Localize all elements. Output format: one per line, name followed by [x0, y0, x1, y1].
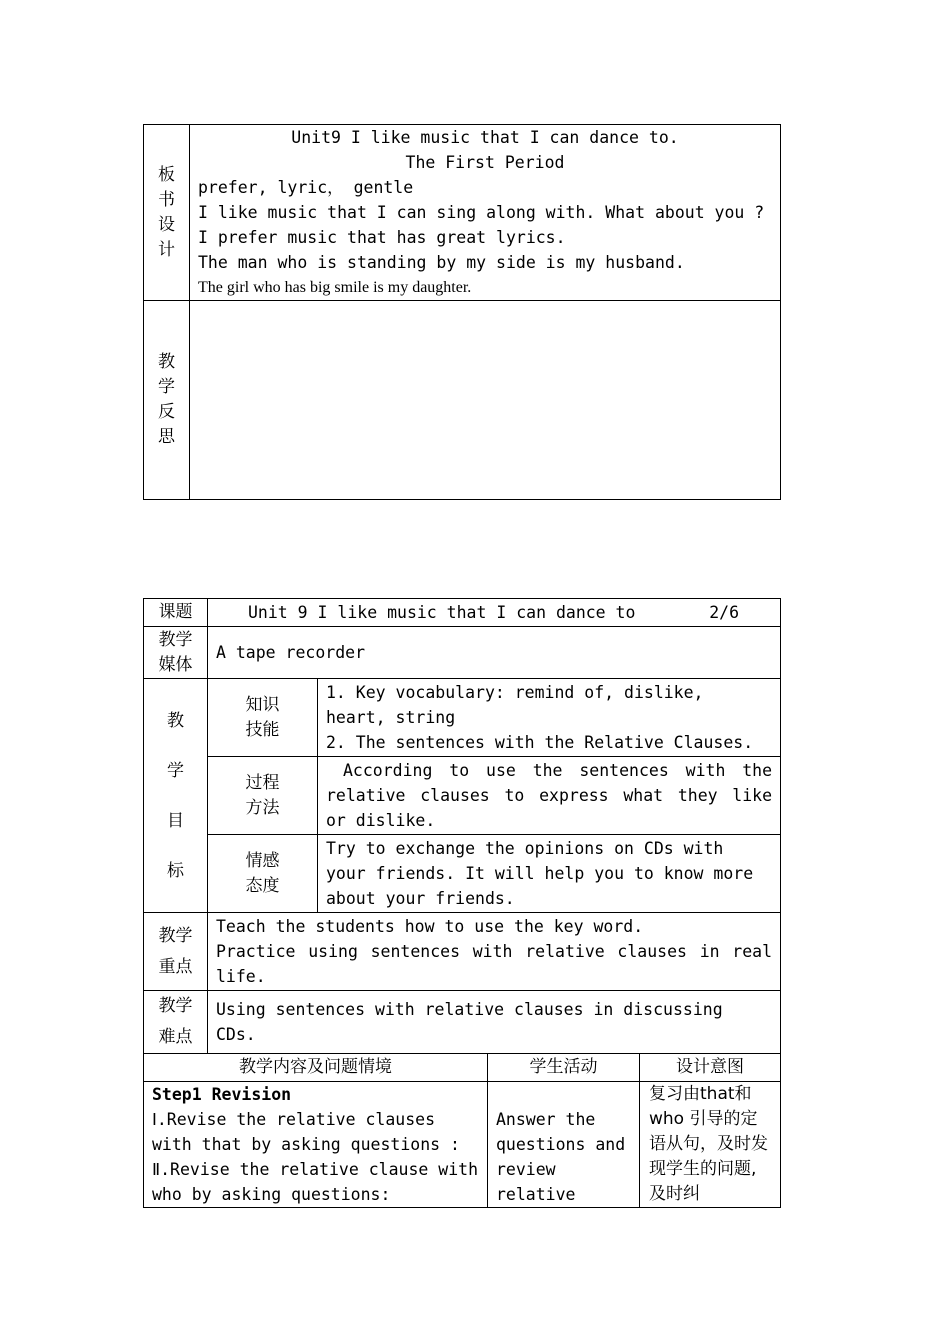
goal-attitude-label: 情感 态度	[208, 835, 318, 913]
goal-process-label: 过程 方法	[208, 757, 318, 835]
board-line: The girl who has big smile is my daughter.	[198, 279, 472, 296]
board-line: Unit9 I like music that I can dance to.	[291, 128, 679, 147]
media-value: A tape recorder	[208, 627, 781, 679]
difficult-points-content: Using sentences with relative clauses in discussing CDs.	[208, 991, 781, 1054]
step-line: Ⅰ.Revise the relative clauses with that by asking questions :	[152, 1110, 460, 1154]
key-points-label: 教学 重点	[144, 913, 208, 991]
goal-attitude-content: Try to exchange the opinions on CDs with your friends. It will help you to know more about your friends.	[318, 835, 781, 913]
board-line: I prefer music that has great lyrics.	[198, 228, 566, 247]
board-design-content	[190, 125, 781, 301]
header-content: 教学内容及问题情境	[144, 1054, 488, 1082]
step-content	[144, 1082, 488, 1208]
lesson-plan-table	[143, 598, 781, 1208]
step-design-intent: 复习由that和who 引导的定语从句，及时发现学生的问题,及时纠	[640, 1082, 781, 1208]
header-design-intent: 设计意图	[640, 1054, 781, 1082]
board-design-label: 板 书 设 计	[144, 125, 190, 301]
step-student-activity: Answer the questions and review relative	[488, 1082, 640, 1208]
topic-title: Unit 9 I like music that I can dance to	[248, 603, 636, 622]
goal-process-content: According to use the sentences with the relative clauses to express what they like or dislike.	[318, 757, 781, 835]
step-title: Step1 Revision	[152, 1085, 292, 1104]
reflection-content	[190, 301, 781, 500]
board-line: The First Period	[405, 153, 565, 172]
topic-period: 2/6	[709, 603, 740, 622]
goal-knowledge-content: 1. Key vocabulary: remind of, dislike, heart, string 2. The sentences with the Relative Clauses.	[318, 679, 781, 757]
goals-label: 教 学 目 标	[144, 679, 208, 913]
step-line: Ⅱ.Revise the relative clause with who by asking questions:	[152, 1160, 479, 1204]
board-design-table	[143, 124, 781, 500]
key-points-content: Teach the students how to use the key word. Practice using sentences with relative clauses in real life.	[208, 913, 781, 991]
difficult-points-label: 教学 难点	[144, 991, 208, 1054]
media-label: 教学 媒体	[144, 627, 208, 679]
topic-cell	[208, 599, 781, 627]
board-line: The man who is standing by my side is my husband.	[198, 253, 685, 272]
topic-label: 课题	[144, 599, 208, 627]
goal-knowledge-label: 知识 技能	[208, 679, 318, 757]
reflection-label: 教 学 反 思	[144, 301, 190, 500]
board-line: I like music that I can sing along with. What about you ?	[198, 203, 765, 222]
board-line: prefer, lyric， gentle	[198, 178, 414, 197]
header-student-activity: 学生活动	[488, 1054, 640, 1082]
